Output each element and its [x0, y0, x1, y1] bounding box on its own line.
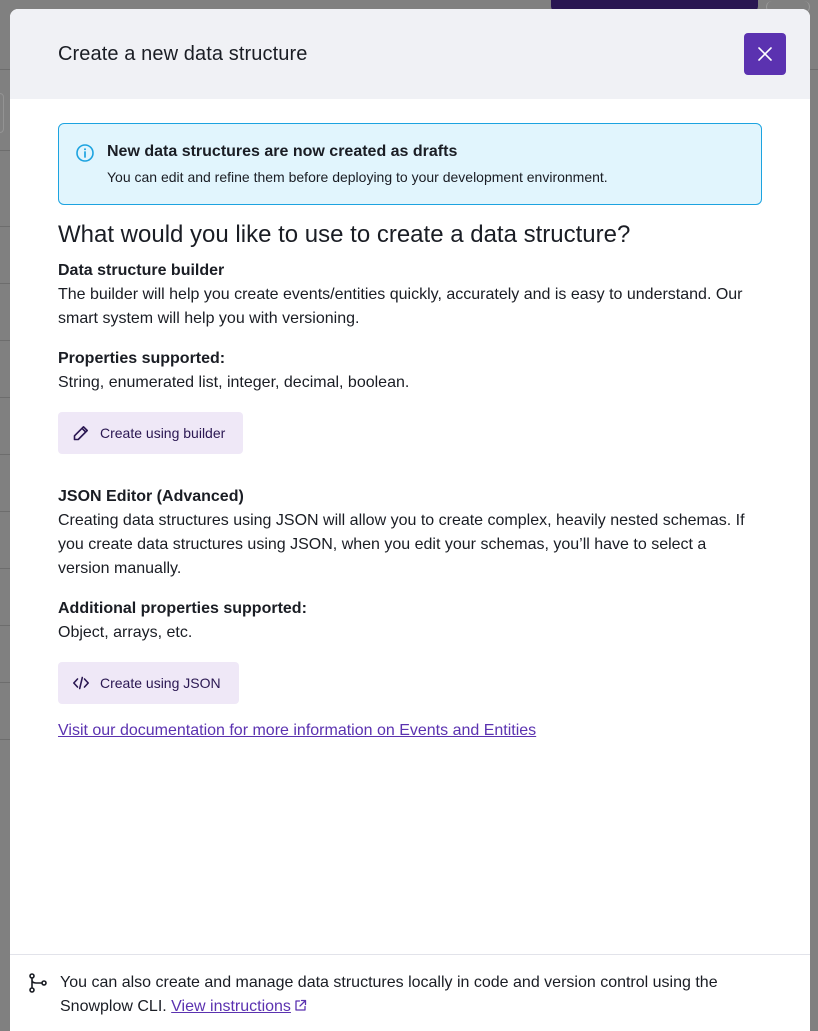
background-divider: [0, 739, 10, 740]
background-divider: [0, 69, 10, 70]
json-properties-title: Additional properties supported:: [58, 600, 307, 617]
modal-title: Create a new data structure: [58, 42, 308, 65]
info-icon: [75, 143, 95, 163]
background-divider: [0, 568, 10, 569]
banner-text: You can edit and refine them before deploying to your development environment.: [107, 169, 608, 185]
view-instructions-link[interactable]: [171, 998, 291, 1015]
background-input: [0, 93, 4, 133]
background-divider: [0, 454, 10, 455]
create-data-structure-modal: [10, 9, 810, 1031]
builder-description: The builder will help you create events/entities quickly, accurately and is easy to understand. Our smart system will help you with versioning.: [58, 286, 743, 327]
create-using-json-button[interactable]: [58, 662, 239, 704]
modal-body: [10, 99, 810, 1031]
close-button[interactable]: [744, 33, 786, 75]
creation-method-question: What would you like to use to create a data structure?: [58, 221, 631, 248]
code-icon: [72, 674, 90, 692]
builder-properties-title: Properties supported:: [58, 350, 226, 367]
drafts-info-banner: [58, 123, 762, 205]
background-divider: [0, 283, 10, 284]
view-instructions-label: View instructions: [171, 998, 291, 1015]
json-description: Creating data structures using JSON will allow you to create complex, heavily nested schemas. If you create data structures using JSON, when you edit your schemas, you’ll have to select a version manually.: [58, 512, 745, 577]
create-using-json-label: Create using JSON: [100, 675, 221, 691]
background-divider: [810, 69, 818, 70]
pencil-icon: [72, 424, 90, 442]
background-divider: [0, 511, 10, 512]
footer-text: [60, 971, 786, 1031]
json-section-title: JSON Editor (Advanced): [58, 488, 244, 505]
builder-properties-text: String, enumerated list, integer, decimal, boolean.: [58, 374, 410, 391]
banner-content: [107, 142, 608, 188]
close-icon: [758, 47, 772, 61]
create-using-builder-label: Create using builder: [100, 425, 226, 441]
modal-footer: [10, 954, 810, 1031]
documentation-link[interactable]: Visit our documentation for more information on Events and Entities: [58, 722, 537, 739]
background-divider: [0, 682, 10, 683]
background-divider: [0, 226, 10, 227]
json-properties-text: Object, arrays, etc.: [58, 624, 193, 641]
git-branch-icon: [28, 973, 48, 993]
external-link-icon: [294, 999, 307, 1012]
cli-note: You can also create and manage data structures locally in code and version control using the Snowplow CLI.: [60, 974, 718, 1015]
background-divider: [0, 625, 10, 626]
json-section: [58, 485, 762, 645]
background-divider: [0, 397, 10, 398]
create-using-builder-button[interactable]: [58, 412, 243, 454]
background-divider: [0, 150, 10, 151]
builder-section-title: Data structure builder: [58, 262, 225, 279]
modal-header: [10, 9, 810, 99]
background-divider: [0, 340, 10, 341]
banner-title: New data structures are now created as drafts: [107, 143, 458, 160]
